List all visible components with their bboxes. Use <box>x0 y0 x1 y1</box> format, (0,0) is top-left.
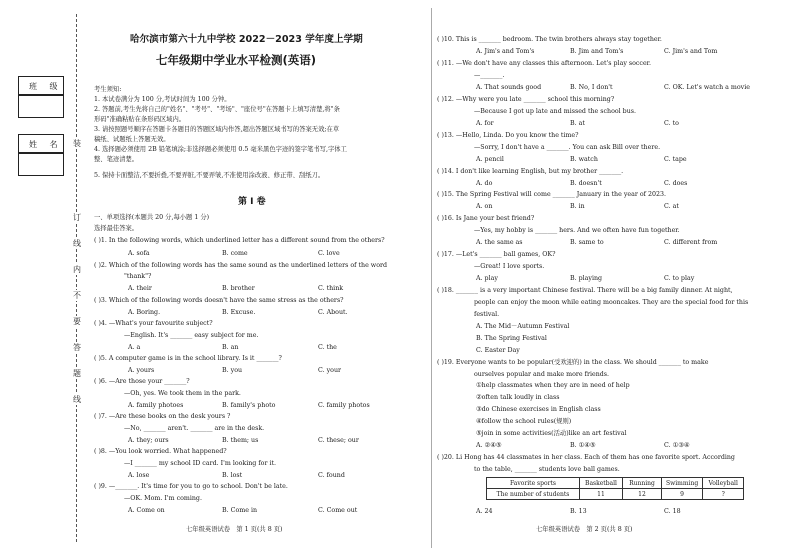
option-b: B. an <box>222 344 239 351</box>
question-stem: to the table, _______ students love ball games. <box>474 466 620 473</box>
note-line: 1. 本试卷满分为 100 分,考试时间为 100 分钟。 <box>94 96 231 103</box>
option-b: B. 13 <box>570 508 587 515</box>
option-c: C. tape <box>664 156 687 163</box>
question-stem: ( )20. Li Hong has 44 classmates in her class. Each of them has one favorite sport. According <box>437 454 735 461</box>
question-stem: —Yes, my hobby is _______ hers. And we often have fun together. <box>474 227 680 234</box>
table-row <box>487 489 744 500</box>
table-cell: 12 <box>623 489 662 500</box>
table-cell: 9 <box>662 489 703 500</box>
option-b: B. Jim and Tom's <box>570 48 624 55</box>
question-stem: —I _______ my school ID card. I'm looking for it. <box>124 460 277 467</box>
option-a: A. The Mid－Autumn Festival <box>476 323 570 330</box>
option-a: A. a <box>128 344 141 351</box>
option-b: B. Excuse. <box>222 309 256 316</box>
seal-line <box>76 14 77 542</box>
name-label: 姓 名 <box>29 140 63 149</box>
page-divider <box>431 8 432 548</box>
option-c: C. Come out <box>318 507 358 514</box>
question-stem: —Oh, yes. We took them in the park. <box>124 390 241 397</box>
option-b: B. ①④⑤ <box>570 442 596 449</box>
option-b: B. brother <box>222 285 255 292</box>
option-a: A. That sounds good <box>476 84 542 91</box>
option-a: A. do <box>476 180 493 187</box>
seal-char: 答 <box>73 343 81 352</box>
table-cell: 11 <box>580 489 623 500</box>
option-c: C. to <box>664 120 679 127</box>
option-a: A. sofa <box>128 250 150 257</box>
table-cell: The number of students <box>487 489 580 500</box>
option-b: B. lost <box>222 472 243 479</box>
notes-heading: 考生须知: <box>94 86 122 93</box>
question-stem: ( )17. —Let's _______ ball games, OK? <box>437 251 556 258</box>
option-a: A. play <box>476 275 498 282</box>
question-stem: ( )8. —You look worried. What happened? <box>94 448 227 455</box>
question-stem: ( )14. I don't like learning English, but my brother _______. <box>437 168 624 175</box>
question-stem: ( )18. _______ is a very important Chinese festival. There will be a big family dinner. At night, <box>437 287 733 294</box>
question-stem: ( )6. —Are those your _______? <box>94 378 190 385</box>
option-a: A. Jim's and Tom's <box>476 48 535 55</box>
option-a: A. lose <box>128 472 150 479</box>
question-stem: people can enjoy the moon while eating mooncakes. They are the special food for this <box>474 299 749 306</box>
option-c: C. think <box>318 285 344 292</box>
section-heading: 第 Ⅰ 卷 <box>238 197 266 207</box>
part-subheading: 选择最佳答案。 <box>94 225 139 232</box>
page-footer: 七年级英语试卷 第 1 页(共 8 页) <box>186 526 283 533</box>
option-b: B. The Spring Festival <box>476 335 547 342</box>
question-stem: —Sorry, I don't have a _______. You can ask Bill over there. <box>474 144 661 151</box>
seal-char: 题 <box>73 369 81 378</box>
question-stem: —Because I got up late and missed the school bus. <box>474 108 636 115</box>
question-stem: —Great! I love sports. <box>474 263 545 270</box>
option-b: B. watch <box>570 156 598 163</box>
question-stem: ( )3. Which of the following words doesn't have the same stress as the others? <box>94 297 344 304</box>
seal-char: 线 <box>73 239 81 248</box>
option-c: C. Jim's and Tom <box>664 48 718 55</box>
question-stem: ( )4. —What's your favourite subject? <box>94 320 213 327</box>
note-line: 5. 保持卡面整洁,不要折叠,不要弄脏,不要弄皱,不准使用涂改液、修正带、刮纸刀。 <box>94 172 325 179</box>
note-line: 2. 答题前,考生先将自己的"姓名"、"考号"、"考场"、"座位号"在答题卡上填写清楚,将"条 <box>94 106 340 113</box>
question-stem: ( )1. In the following words, which underlined letter has a different sound from the others? <box>94 237 385 244</box>
option-c: C. family photos <box>318 402 370 409</box>
note-line: 形码"准确粘贴在条形码区域内。 <box>94 116 186 123</box>
table-header: Running <box>623 478 662 489</box>
part-heading: 一、单项选择(本题共 20 分,每小题 1 分) <box>94 214 210 221</box>
choice-item: ②often talk loudly in class <box>476 394 560 401</box>
question-stem: —No, _______ aren't. _______ are in the desk. <box>124 425 265 432</box>
option-c: C. the <box>318 344 337 351</box>
option-c: C. OK. Let's watch a movie <box>664 84 750 91</box>
option-c: C. About. <box>318 309 348 316</box>
option-c: C. to play <box>664 275 695 282</box>
question-stem: ( )5. A computer game is in the school library. Is it _______? <box>94 355 282 362</box>
exam-title: 七年级期中学业水平检测(英语) <box>156 53 317 67</box>
option-b: B. Come in <box>222 507 258 514</box>
question-stem: festival. <box>474 311 500 318</box>
class-input-box[interactable] <box>18 94 64 118</box>
option-c: C. these; our <box>318 437 359 444</box>
question-stem: ( )9. —_______. It's time for you to go to school. Don't be late. <box>94 483 288 490</box>
seal-char: 装 <box>73 139 81 148</box>
option-a: A. Come on <box>128 507 165 514</box>
table-header: Basketball <box>580 478 623 489</box>
choice-item: ④follow the school rules(规则) <box>476 418 572 425</box>
option-c: C. 18 <box>664 508 681 515</box>
option-a: A. yours <box>128 367 155 374</box>
option-a: A. on <box>476 203 493 210</box>
choice-item: ③do Chinese exercises in English class <box>476 406 601 413</box>
option-a: A. Boring. <box>128 309 161 316</box>
class-label: 班 级 <box>29 82 63 91</box>
question-stem: —OK. Mom. I'm coming. <box>124 495 202 502</box>
note-line: 4. 选择题必须使用 2B 铅笔填涂;非选择题必须使用 0.5 毫米黑色字迹的签字笔书写,字体工 <box>94 146 347 153</box>
table-header: Volleyball <box>703 478 744 489</box>
question-stem: ( )11. —We don't have any classes this afternoon. Let's play soccer. <box>437 60 651 67</box>
option-c: C. ①③④ <box>664 442 690 449</box>
seal-char: 要 <box>73 317 81 326</box>
question-stem: —English. It's _______ easy subject for me. <box>124 332 259 339</box>
school-title: 哈尔滨市第六十九中学校 2022－2023 学年度上学期 <box>130 34 363 45</box>
option-b: B. doesn't <box>570 180 602 187</box>
option-b: B. come <box>222 250 248 257</box>
option-a: A. 24 <box>476 508 493 515</box>
note-line: 整、笔迹清楚。 <box>94 156 139 163</box>
option-b: B. them; us <box>222 437 259 444</box>
question-stem: —_______. <box>474 72 505 79</box>
seal-char: 内 <box>73 265 81 274</box>
seal-char: 线 <box>73 395 81 404</box>
option-c: C. found <box>318 472 345 479</box>
option-c: C. does <box>664 180 688 187</box>
name-input-box[interactable] <box>18 152 64 176</box>
sports-table <box>486 477 744 500</box>
question-stem: "thank"? <box>124 273 152 280</box>
option-b: B. same to <box>570 239 604 246</box>
question-stem: ourselves popular and make more friends. <box>474 371 610 378</box>
option-a: A. pencil <box>476 156 504 163</box>
table-header: Swimming <box>662 478 703 489</box>
table-header: Favorite sports <box>487 478 580 489</box>
option-c: C. at <box>664 203 679 210</box>
question-stem: ( )15. The Spring Festival will come _______ January in the year of 2023. <box>437 191 667 198</box>
class-label-box <box>18 76 64 96</box>
table-header-row <box>487 478 744 489</box>
question-stem: ( )10. This is _______ bedroom. The twin brothers always stay together. <box>437 36 662 43</box>
table-cell: ? <box>703 489 744 500</box>
seal-char: 不 <box>73 291 81 300</box>
question-stem: ( )12. —Why were you late _______ school this morning? <box>437 96 615 103</box>
name-label-box <box>18 134 64 154</box>
question-stem: ( )16. Is Jane your best friend? <box>437 215 535 222</box>
option-a: A. they; ours <box>128 437 169 444</box>
option-b: B. you <box>222 367 243 374</box>
seal-char: 订 <box>73 213 81 222</box>
note-line: 3. 请按照题号顺序在答题卡各题目的答题区域内作答,超出答题区域书写的答案无效;在草 <box>94 126 340 133</box>
note-line: 稿纸、试题纸上答题无效。 <box>94 136 170 143</box>
option-a: A. their <box>128 285 152 292</box>
option-a: A. for <box>476 120 494 127</box>
option-b: B. family's photo <box>222 402 276 409</box>
option-a: A. the same as <box>476 239 523 246</box>
binding-sidebar <box>0 0 92 558</box>
question-stem: ( )2. Which of the following words has the same sound as the underlined letters of the word <box>94 262 388 269</box>
choice-item: ①help classmates when they are in need of help <box>476 382 630 389</box>
option-b: B. in <box>570 203 585 210</box>
option-c: C. Easter Day <box>476 347 520 354</box>
option-c: C. love <box>318 250 340 257</box>
option-b: B. No, I don't <box>570 84 613 91</box>
page-footer: 七年级英语试卷 第 2 页(共 8 页) <box>536 526 633 533</box>
question-stem: ( )13. —Hello, Linda. Do you know the time? <box>437 132 579 139</box>
option-a: A. family photoes <box>128 402 184 409</box>
option-a: A. ②④⑤ <box>476 442 502 449</box>
option-b: B. at <box>570 120 585 127</box>
option-c: C. different from <box>664 239 718 246</box>
question-stem: ( )19. Everyone wants to be popular(受欢迎的) in the class. We should _______ to make <box>437 359 709 366</box>
question-stem: ( )7. —Are these books on the desk yours ? <box>94 413 231 420</box>
option-c: C. your <box>318 367 342 374</box>
option-b: B. playing <box>570 275 603 282</box>
choice-item: ⑤join in some activities(活动)like an art festival <box>476 430 627 437</box>
